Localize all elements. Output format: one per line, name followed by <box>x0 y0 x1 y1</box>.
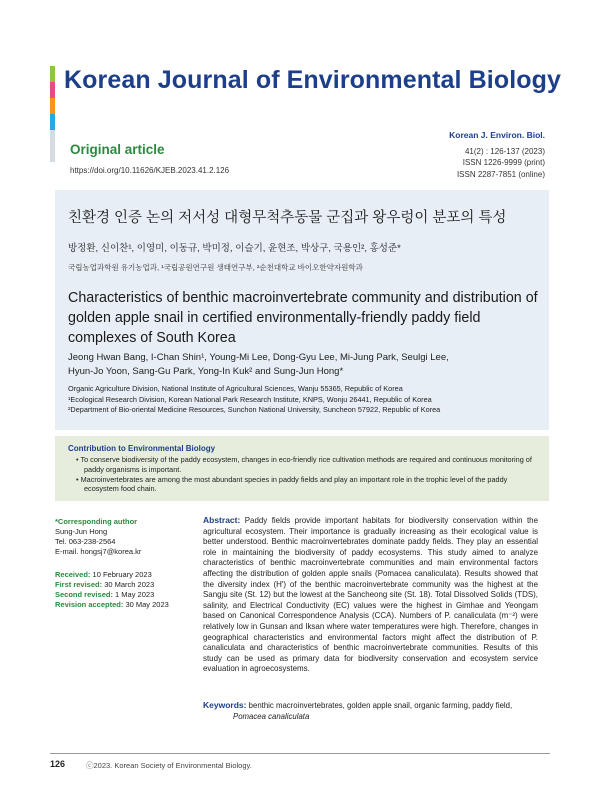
corresponding-name: Sung-Jun Hong <box>55 527 108 536</box>
citation-meta <box>449 130 545 180</box>
abstract-text: Paddy fields provide important habitats for biodiversity conservation within the agricultural ecosystem. Their importance is gradually increasing as their ecological value is better understood. Benthic macroinvertebrates dominate paddy fields. They play an essential role in maintaining the biodiversity of paddy ecosystems. This study aimed to analyze characteristics of benthic macroinvertebrate communities and main environmental factors affecting the distribution of golden apple snails (Pomacea canaliculata). Results showed that the diversity index (H') of the benthic macroinvertebrate community was the highest at the Sangju site (St. 12) but the lowest at the Sancheong site (St. 18). Total Dissolved Solids (TDS), salinity, and Electrical Conductivity (EC) values were the highest in Gimhae and Yeongam based on Canonical Correspondence Analysis (CCA). Numbers of P. canaliculata (m⁻²) were relatively low in Gunsan and Iksan where water temperatures were high. Therefore, changes in geographical characteristics and environmental factors might affect the distribution of P. canaliculata and characteristics of benthic macroinvertebrate communities. Results of this study can be used as primary data for biodiversity conservation and ecosystem service evaluation in agroecosystems. <box>203 516 538 674</box>
affiliation-3: ²Department of Bio-oriental Medicine Resources, Sunchon National University, Suncheon 57922, Republic of Korea <box>68 405 441 414</box>
journal-title: Korean Journal of Environmental Biology <box>64 66 562 94</box>
korean-authors: 방정환, 신이찬¹, 이영미, 이동규, 박미정, 이슬기, 윤현조, 박상구, 국용인², 홍성준* <box>68 243 401 254</box>
english-title: Characteristics of benthic macroinvertebrate community and distribution of golden apple snail in certified environmentally-friendly paddy field complexes of South Korea <box>68 290 538 346</box>
korean-title: 친환경 인증 논의 저서성 대형무척추동물 군집과 왕우렁이 분포의 특성 <box>68 210 507 226</box>
second-revised-value: 1 May 2023 <box>115 590 155 599</box>
issn-online: ISSN 2287-7851 (online) <box>456 169 545 179</box>
journal-color-bar <box>50 66 55 162</box>
accepted-label: Revision accepted: <box>55 600 124 609</box>
second-revised-date <box>55 590 169 600</box>
affiliation-2: ¹Ecological Research Division, Korean National Park Research Institute, KNPS, Wonju 26441, Republic of Korea <box>68 394 432 404</box>
second-revised-label: Second revised: <box>55 590 113 599</box>
first-revised-date <box>55 580 169 590</box>
contribution-item-text: To conserve biodiversity of the paddy ecosystem, changes in eco-friendly rice cultivation methods are required and continuous monitoring of paddy organisms is important. <box>80 455 532 474</box>
received-date <box>55 570 169 580</box>
authors-line-2: Hyun-Jo Yoon, Sang-Gu Park, Yong-In Kuk² and Sung-Jun Hong* <box>68 365 344 377</box>
contribution-title: Contribution to Environmental Biology <box>68 444 216 453</box>
first-revised-label: First revised: <box>55 580 103 589</box>
corresponding-tel: Tel. 063-238-2564 <box>55 537 116 546</box>
corresponding-author-label: *Corresponding author <box>55 517 138 526</box>
received-value: 10 February 2023 <box>92 570 152 579</box>
article-type: Original article <box>70 142 165 157</box>
affiliation-1: Organic Agriculture Division, National Institute of Agricultural Sciences, Wanju 55365, Republic of Korea <box>68 384 403 393</box>
volume-pages: 41(2) : 126-137 (2023) <box>464 146 545 156</box>
page-number: 126 <box>50 759 66 769</box>
english-authors <box>68 351 538 378</box>
doi-link[interactable]: https://doi.org/10.11626/KJEB.2023.41.2.126 <box>70 166 230 175</box>
first-revised-value: 30 March 2023 <box>104 580 155 589</box>
copyright: ⓒ2023. Korean Society of Environmental Biology. <box>86 761 252 770</box>
accepted-value: 30 May 2023 <box>125 600 169 609</box>
authors-line-1: Jeong Hwan Bang, I-Chan Shin¹, Young-Mi Lee, Dong-Gyu Lee, Mi-Jung Park, Seulgi Lee, <box>68 352 449 363</box>
contribution-item: • To conserve biodiversity of the paddy ecosystem, changes in eco-friendly rice cultivation methods are required and continuous monitoring of paddy organisms is important. <box>76 455 532 474</box>
footer-divider <box>50 753 550 754</box>
article-dates <box>55 570 169 610</box>
contribution-item: • Macroinvertebrates are among the most abundant species in paddy fields and play an important role in the trophic level of the paddy ecosystem food chain. <box>76 474 508 493</box>
keywords-label: Keywords: <box>203 700 247 710</box>
journal-abbreviation: Korean J. Environ. Biol. <box>449 130 545 140</box>
keywords-line-2: Pomacea canaliculata <box>233 712 310 721</box>
accepted-date <box>55 600 169 610</box>
abstract-label: Abstract: <box>203 515 241 525</box>
issn-print: ISSN 1226-9999 (print) <box>462 158 545 167</box>
keywords-line-1: benthic macroinvertebrates, golden apple snail, organic farming, paddy field, <box>248 701 513 710</box>
received-label: Received: <box>55 570 91 579</box>
abstract <box>203 515 538 675</box>
korean-affiliation: 국립농업과학원 유기농업과, ¹국립공원연구원 생태연구부, ²순천대학교 바이오한약자원학과 <box>68 263 363 272</box>
contribution-item-text: Macroinvertebrates are among the most abundant species in paddy fields and play an important role in the trophic level of the paddy ecosystem food chain. <box>80 474 508 493</box>
contribution-list <box>76 455 536 494</box>
corresponding-author-info <box>55 527 141 557</box>
english-affiliations <box>68 384 538 416</box>
corresponding-email[interactable]: E-mail. hongsj7@korea.kr <box>55 547 142 556</box>
keywords <box>203 700 538 722</box>
